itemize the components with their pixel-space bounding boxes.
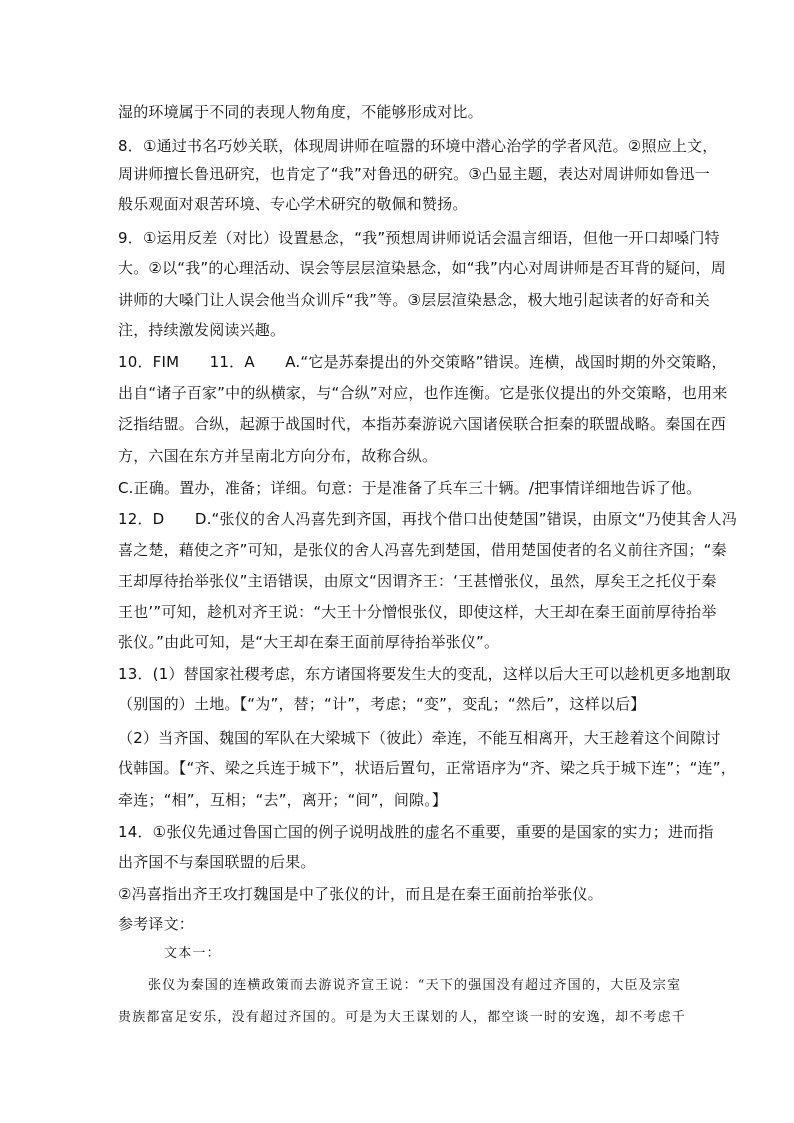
- text-line: 泛指结盟。合纵，起源于战国时代，本指苏秦游说六国诸侯联合拒秦的联盟战略。秦国在西: [118, 415, 727, 433]
- translation-line: 张仪为秦国的连横政策而去游说齐宣王说：“天下的强国没有超过齐国的，大臣及宗室: [148, 978, 682, 993]
- text-line: 14．①张仪先通过鲁国亡国的例子说明战胜的虚名不重要，重要的是国家的实力；进而指: [118, 823, 714, 841]
- text-line: 张仪。”由此可知，是“大王却在秦王面前厚待抬举张仪”。: [118, 633, 500, 651]
- text-line: 出自“诸子百家”中的纵横家，与“合纵”对应，也作连衡。它是张仪提出的外交策略，也用来: [118, 384, 728, 402]
- text-line: 12．D D.“张仪的舍人冯喜先到齐国，再找个借口出使楚国”错误，由原文“乃使其舍人冯: [118, 510, 738, 528]
- text-line: 王却厚待抬举张仪”主语错误，由原文“因谓齐王：‘王甚憎张仪，虽然，厚矣王之托仪于秦: [118, 572, 717, 590]
- text-line: 方，六国在东方并呈南北方向分布，故称合纵。: [118, 447, 438, 465]
- text-line: 出齐国不与秦国联盟的后果。: [118, 853, 316, 871]
- text-line: C.正确。置办，准备；详细。句意：于是准备了兵车三十辆。/把事情详细地告诉了他。: [118, 479, 702, 497]
- text-line: 大。②以“我”的心理活动、误会等层层渲染悬念，如“我”内心对周讲师是否耳背的疑问，周: [118, 259, 726, 277]
- translation-heading: 文本一：: [164, 946, 221, 961]
- translation-line: 贵族都富足安乐，没有超过齐国的。可是为大王谋划的人，都空谈一时的安逸，却不考虑千: [118, 1010, 687, 1025]
- text-line: 牵连；“相”，互相；“去”，离开；“间”，间隙。】: [118, 791, 448, 809]
- section-heading: 参考译文：: [118, 915, 195, 933]
- text-line: 10．FIM 11．A A.“它是苏秦提出的外交策略”错误。连横，战国时期的外交策略，: [118, 353, 727, 371]
- text-line: 8．①通过书名巧妙关联，体现周讲师在喧嚣的环境中潜心治学的学者风范。②照应上文，: [118, 137, 718, 155]
- text-line: 讲师的大嗓门让人误会他当众训斥“我”等。③层层渲染悬念，极大地引起读者的好奇和关: [118, 291, 710, 309]
- text-line: 伐韩国。【“齐、梁之兵连于城下”，状语后置句，正常语序为“齐、梁之兵于城下连”；“连”，: [118, 759, 736, 777]
- text-line: 9．①运用反差（对比）设置悬念，“我”预想周讲师说话会温言细语，但他一开口却嗓门特: [118, 229, 720, 247]
- text-line: 湿的环境属于不同的表现人物角度，不能够形成对比。: [118, 103, 483, 121]
- text-line: 周讲师擅长鲁迅研究，也肯定了“我”对鲁迅的研究。③凸显主题，表达对周讲师如鲁迅一: [118, 165, 710, 183]
- text-line: （别国的）土地。【“为”，替；“计”，考虑；“变”，变乱；“然后”，这样以后】: [118, 695, 646, 713]
- text-line: 注，持续激发阅读兴趣。: [118, 321, 286, 339]
- text-line: 般乐观面对艰苦环境、专心学术研究的敬佩和赞扬。: [118, 195, 468, 213]
- text-line: 13．(1）替国家社稷考虑，东方诸国将要发生大的变乱，这样以后大王可以趁机更多地割取: [118, 665, 731, 683]
- text-line: 喜之楚，藉使之齐”可知，是张仪的舍人冯喜先到楚国，借用楚国使者的名义前往齐国；“秦: [118, 541, 727, 559]
- text-line: （2）当齐国、魏国的军队在大梁城下（彼此）牵连，不能互相离开，大王趁着这个间隙讨: [118, 729, 721, 747]
- text-line: ②冯喜指出齐王攻打魏国是中了张仪的计，而且是在秦王面前抬举张仪。: [118, 885, 603, 903]
- text-line: 王也’”可知，趁机对齐王说：“大王十分憎恨张仪，即使这样，大王却在秦王面前厚待抬举: [118, 603, 717, 621]
